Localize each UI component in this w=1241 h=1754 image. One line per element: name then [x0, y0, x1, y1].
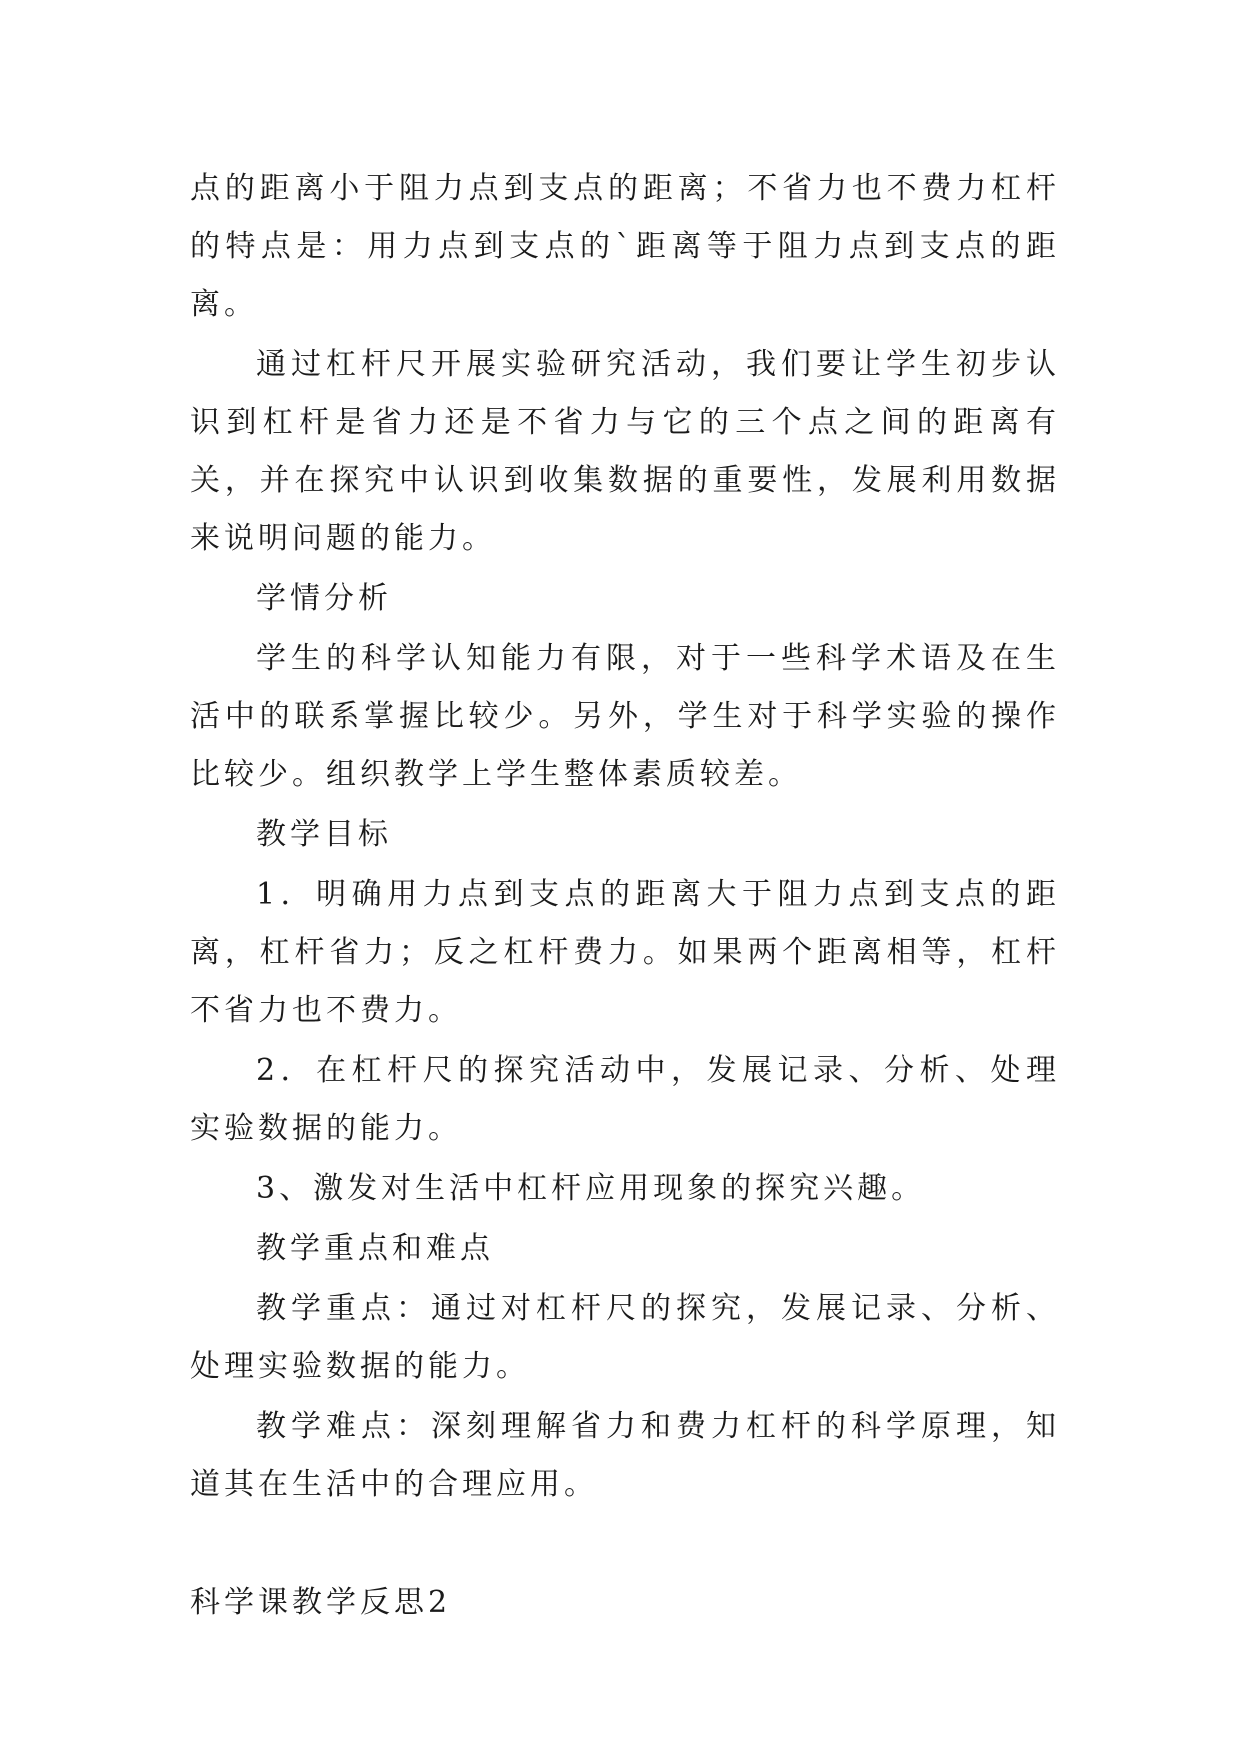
heading-key-points: 教学重点和难点 — [256, 1231, 494, 1266]
paragraph-learning-analysis: 学生的科学认知能力有限，对于一些科学术语及在生活中的联系掌握比较少。另外，学生对于科学实验的操作比较少。组织教学上学生整体素质较差。 — [190, 641, 1060, 792]
document-body — [190, 160, 1060, 1634]
section-title: 科学课教学反思2 — [190, 1585, 452, 1620]
paragraph-2: 通过杠杆尺开展实验研究活动，我们要让学生初步认识到杠杆是省力还是不省力与它的三个点之间的距离有关，并在探究中认识到收集数据的重要性，发展利用数据来说明问题的能力。 — [190, 347, 1060, 556]
paragraph-1: 点的距离小于阻力点到支点的距离；不省力也不费力杠杆的特点是：用力点到支点的`距离等于阻力点到支点的距离。 — [190, 171, 1060, 322]
section-spacer — [190, 1516, 1060, 1574]
goal-item-3: 3、激发对生活中杠杆应用现象的探究兴趣。 — [256, 1171, 926, 1206]
goal-item-1: 1．明确用力点到支点的距离大于阻力点到支点的距离，杠杆省力；反之杠杆费力。如果两个距离相等，杠杆不省力也不费力。 — [190, 877, 1060, 1028]
heading-teaching-goals: 教学目标 — [256, 817, 392, 852]
key-point-paragraph: 教学重点：通过对杠杆尺的探究，发展记录、分析、处理实验数据的能力。 — [190, 1291, 1060, 1384]
difficult-point-paragraph: 教学难点：深刻理解省力和费力杠杆的科学原理，知道其在生活中的合理应用。 — [190, 1409, 1060, 1502]
heading-learning-analysis: 学情分析 — [256, 581, 392, 616]
goal-item-2: 2．在杠杆尺的探究活动中，发展记录、分析、处理实验数据的能力。 — [190, 1053, 1060, 1146]
